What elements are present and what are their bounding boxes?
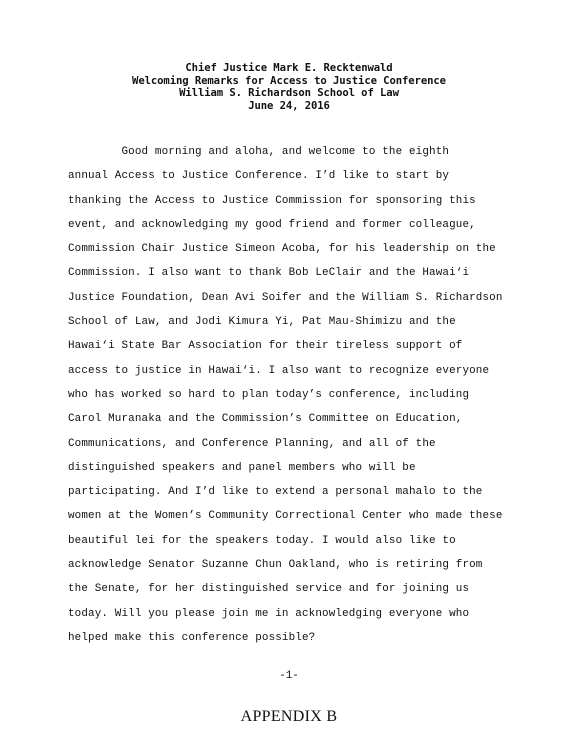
remarks-paragraph: [68, 140, 528, 650]
paragraph-line: Carol Muranaka and the Commission’s Committee on Education,: [68, 413, 463, 426]
paragraph-line: Commission. I also want to thank Bob LeClair and the Hawai‘i: [68, 267, 470, 280]
paragraph-line: acknowledge Senator Suzanne Chun Oakland, who is retiring from: [68, 559, 483, 572]
paragraph-line: access to justice in Hawai‘i. I also want to recognize everyone: [68, 364, 490, 377]
paragraph-line: beautiful lei for the speakers today. I would also like to: [68, 534, 456, 547]
paragraph-line: who has worked so hard to plan today’s conference, including: [68, 388, 470, 401]
paragraph-line: participating. And I’d like to extend a personal mahalo to the: [68, 486, 483, 499]
appendix-label: APPENDIX B: [240, 708, 338, 725]
paragraph-line: women at the Women’s Community Correctional Center who made these: [68, 510, 503, 523]
paragraph-line: Justice Foundation, Dean Avi Soifer and the William S. Richardson: [68, 291, 503, 304]
header-title-line: Chief Justice Mark E. Recktenwald: [185, 62, 393, 74]
paragraph-line: helped make this conference possible?: [68, 631, 316, 644]
paragraph-line: Communications, and Conference Planning, and all of the: [68, 437, 436, 450]
header-subtitle-line: Welcoming Remarks for Access to Justice Conference: [132, 74, 446, 87]
header-venue-line: William S. Richardson School of Law: [179, 87, 399, 100]
document-header: [0, 62, 578, 112]
paragraph-line: event, and acknowledging my good friend and former colleague,: [68, 218, 476, 231]
paragraph-line: today. Will you please join me in acknowledging everyone who: [68, 607, 470, 620]
paragraph-line: distinguished speakers and panel members who will be: [68, 461, 416, 474]
page-number: -1-: [279, 670, 299, 682]
paragraph-line: School of Law, and Jodi Kimura Yi, Pat Mau-Shimizu and the: [68, 316, 456, 329]
paragraph-line: the Senate, for her distinguished service and for joining us: [68, 583, 470, 596]
paragraph-line: Good morning and aloha, and welcome to the eighth: [68, 146, 450, 158]
paragraph-line: Hawai‘i State Bar Association for their tireless support of: [68, 340, 463, 353]
paragraph-line: Commission Chair Justice Simeon Acoba, for his leadership on the: [68, 243, 496, 256]
header-date-line: June 24, 2016: [248, 99, 330, 112]
paragraph-line: thanking the Access to Justice Commission for sponsoring this: [68, 194, 476, 207]
paragraph-line: annual Access to Justice Conference. I’d like to start by: [68, 170, 450, 183]
